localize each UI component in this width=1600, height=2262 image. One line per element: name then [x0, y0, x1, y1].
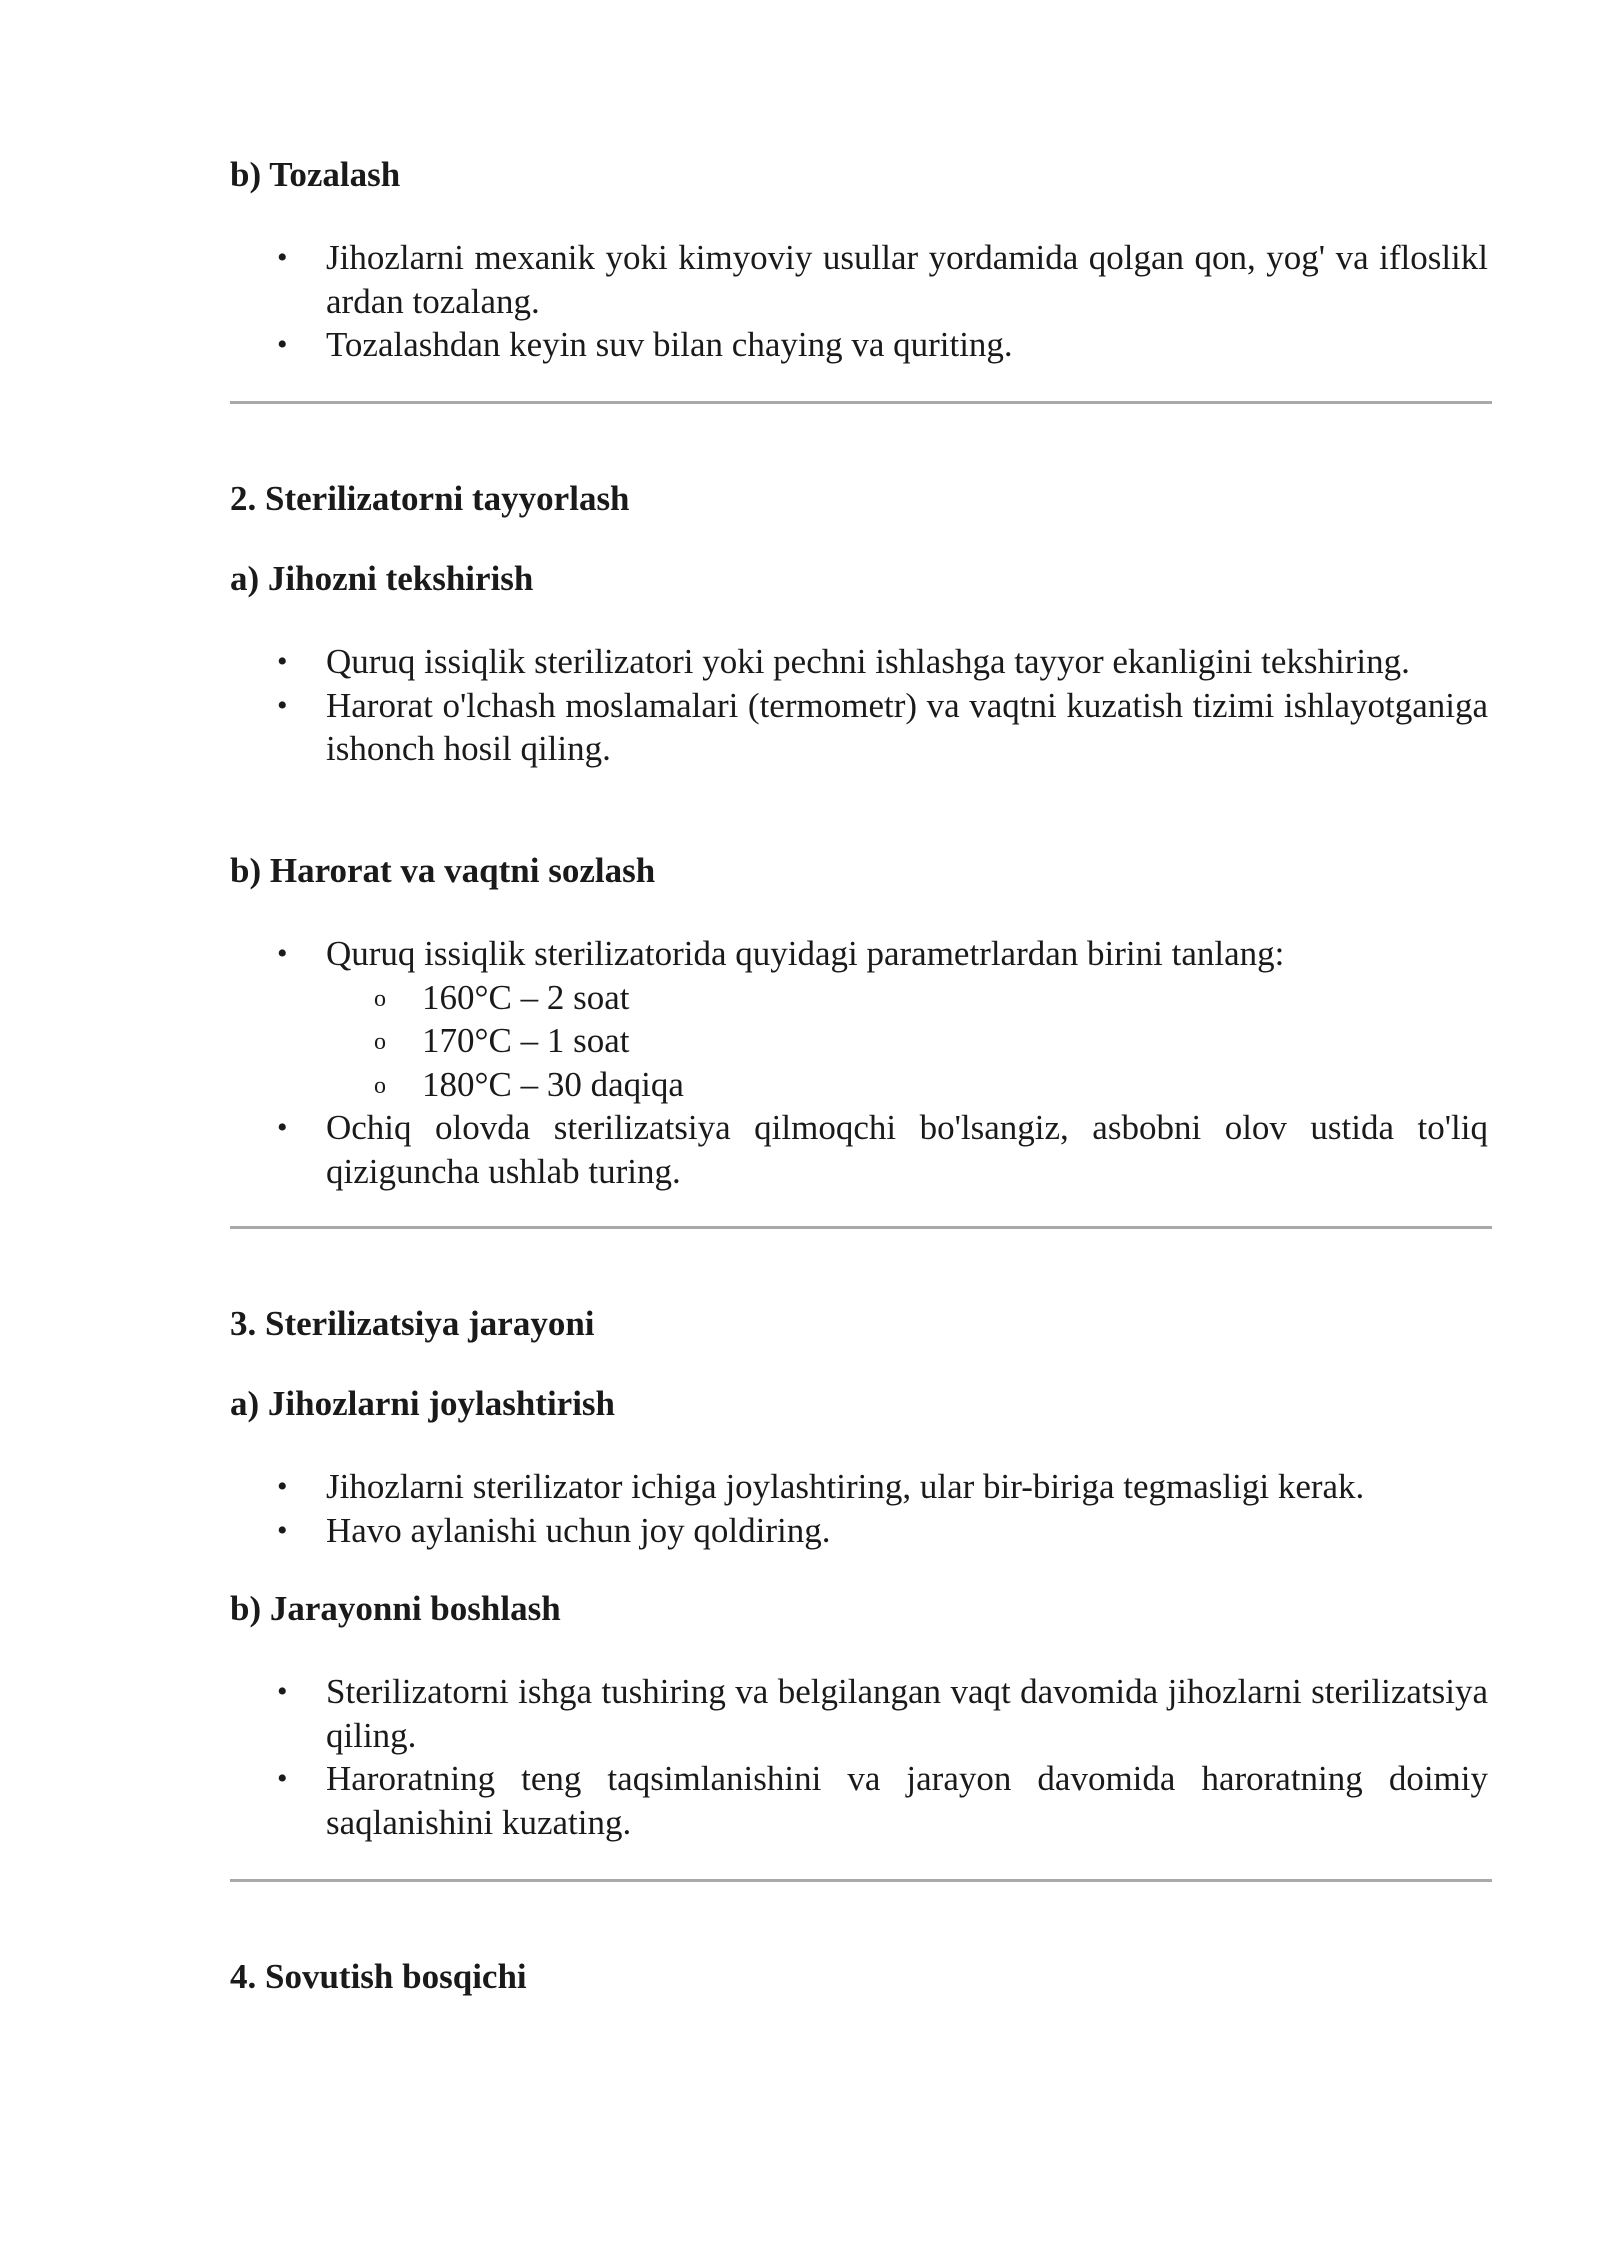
section-divider: [230, 401, 1492, 404]
bullet-icon: •: [277, 688, 288, 722]
bullet-icon: •: [277, 1111, 288, 1144]
parameter-text: 180°C – 30 daqiqa: [422, 1064, 684, 1104]
list-item-text: Sterilizatorni ishga tushiring va belgilangan vaqt davomida jihozlarni sterilizatsiya qiling.: [326, 1672, 1488, 1755]
list-item-text: Quruq issiqlik sterilizatorida quyidagi parametrlardan birini tanlang:: [326, 934, 1285, 973]
list-item: [230, 1757, 1488, 1844]
list-jihozni-tekshirish: [230, 640, 1488, 771]
parameter-text: 160°C – 2 soat: [422, 977, 630, 1017]
parameter-text: 170°C – 1 soat: [422, 1021, 630, 1060]
list-item-text: Harorat o'lchash moslamalari (termometr) va vaqtni kuzatish tizimi ishlayotganiga ishonch hosil qiling.: [326, 685, 1488, 768]
bullet-icon: •: [277, 328, 288, 361]
list-item: [230, 684, 1488, 771]
list-item: [230, 1509, 1488, 1553]
parameter-item: [326, 976, 1488, 1020]
heading-tozalash: b) Tozalash: [230, 155, 401, 194]
section-title-2: 2. Sterilizatorni tayyorlash: [230, 479, 630, 518]
list-jarayonni-boshlash: [230, 1670, 1488, 1844]
parameter-item: [326, 1019, 1488, 1063]
heading-jihozlarni-joylashtirish: a) Jihozlarni joylashtirish: [230, 1384, 616, 1423]
bullet-icon: •: [277, 937, 288, 970]
list-tozalash: [230, 236, 1488, 367]
list-jihozlarni-joylashtirish: [230, 1465, 1488, 1552]
list-item-text: Jihozlarni sterilizator ichiga joylashtiring, ular bir-biriga tegmasligi kerak.: [326, 1467, 1365, 1506]
list-item-text: Tozalashdan keyin suv bilan chaying va quriting.: [326, 325, 1013, 364]
bullet-icon: •: [277, 1675, 288, 1708]
list-item-text: Quruq issiqlik sterilizatori yoki pechni ishlashga tayyor ekanligini tekshiring.: [326, 642, 1410, 681]
heading-jihozni-tekshirish: a) Jihozni tekshirish: [230, 559, 534, 598]
bullet-icon: •: [277, 1470, 288, 1503]
circle-bullet-icon: o: [374, 1072, 386, 1099]
parameter-item: [326, 1063, 1488, 1107]
list-item-text: Jihozlarni mexanik yoki kimyoviy usullar yordamida qolgan qon, yog' va ifloslikl​ardan tozalang.: [326, 238, 1488, 321]
parameter-sublist: [326, 976, 1488, 1107]
heading-harorat-va-vaqt: b) Harorat va vaqtni sozlash: [230, 851, 656, 890]
section-divider: [230, 1226, 1492, 1229]
list-item: [230, 932, 1488, 1106]
section-title-4: 4. Sovutish bosqichi: [230, 1957, 527, 1996]
list-item-text: Ochiq olovda sterilizatsiya qilmoqchi bo'lsangiz, asbobni olov ustida to'liq qiziguncha ushlab turing.: [326, 1108, 1488, 1191]
list-item: [230, 640, 1488, 684]
bullet-icon: •: [277, 645, 288, 678]
circle-bullet-icon: o: [374, 1029, 386, 1055]
list-item: [230, 236, 1488, 323]
list-item-text: Havo aylanishi uchun joy qoldiring.: [326, 1510, 831, 1550]
section-title-3: 3. Sterilizatsiya jarayoni: [230, 1304, 595, 1343]
list-item: [230, 1106, 1488, 1193]
list-item-text: Haroratning teng taqsimlanishini va jarayon davomida haroratning doimiy saqlanishini kuzating.: [326, 1759, 1488, 1842]
heading-jarayonni-boshlash: b) Jarayonni boshlash: [230, 1589, 561, 1628]
list-item: [230, 323, 1488, 367]
list-harorat-va-vaqt: [230, 932, 1488, 1193]
circle-bullet-icon: o: [374, 985, 386, 1012]
list-item: [230, 1670, 1488, 1757]
bullet-icon: •: [277, 1762, 288, 1795]
bullet-icon: •: [277, 241, 288, 274]
bullet-icon: •: [277, 1513, 288, 1547]
list-item: [230, 1465, 1488, 1509]
section-divider: [230, 1879, 1492, 1882]
